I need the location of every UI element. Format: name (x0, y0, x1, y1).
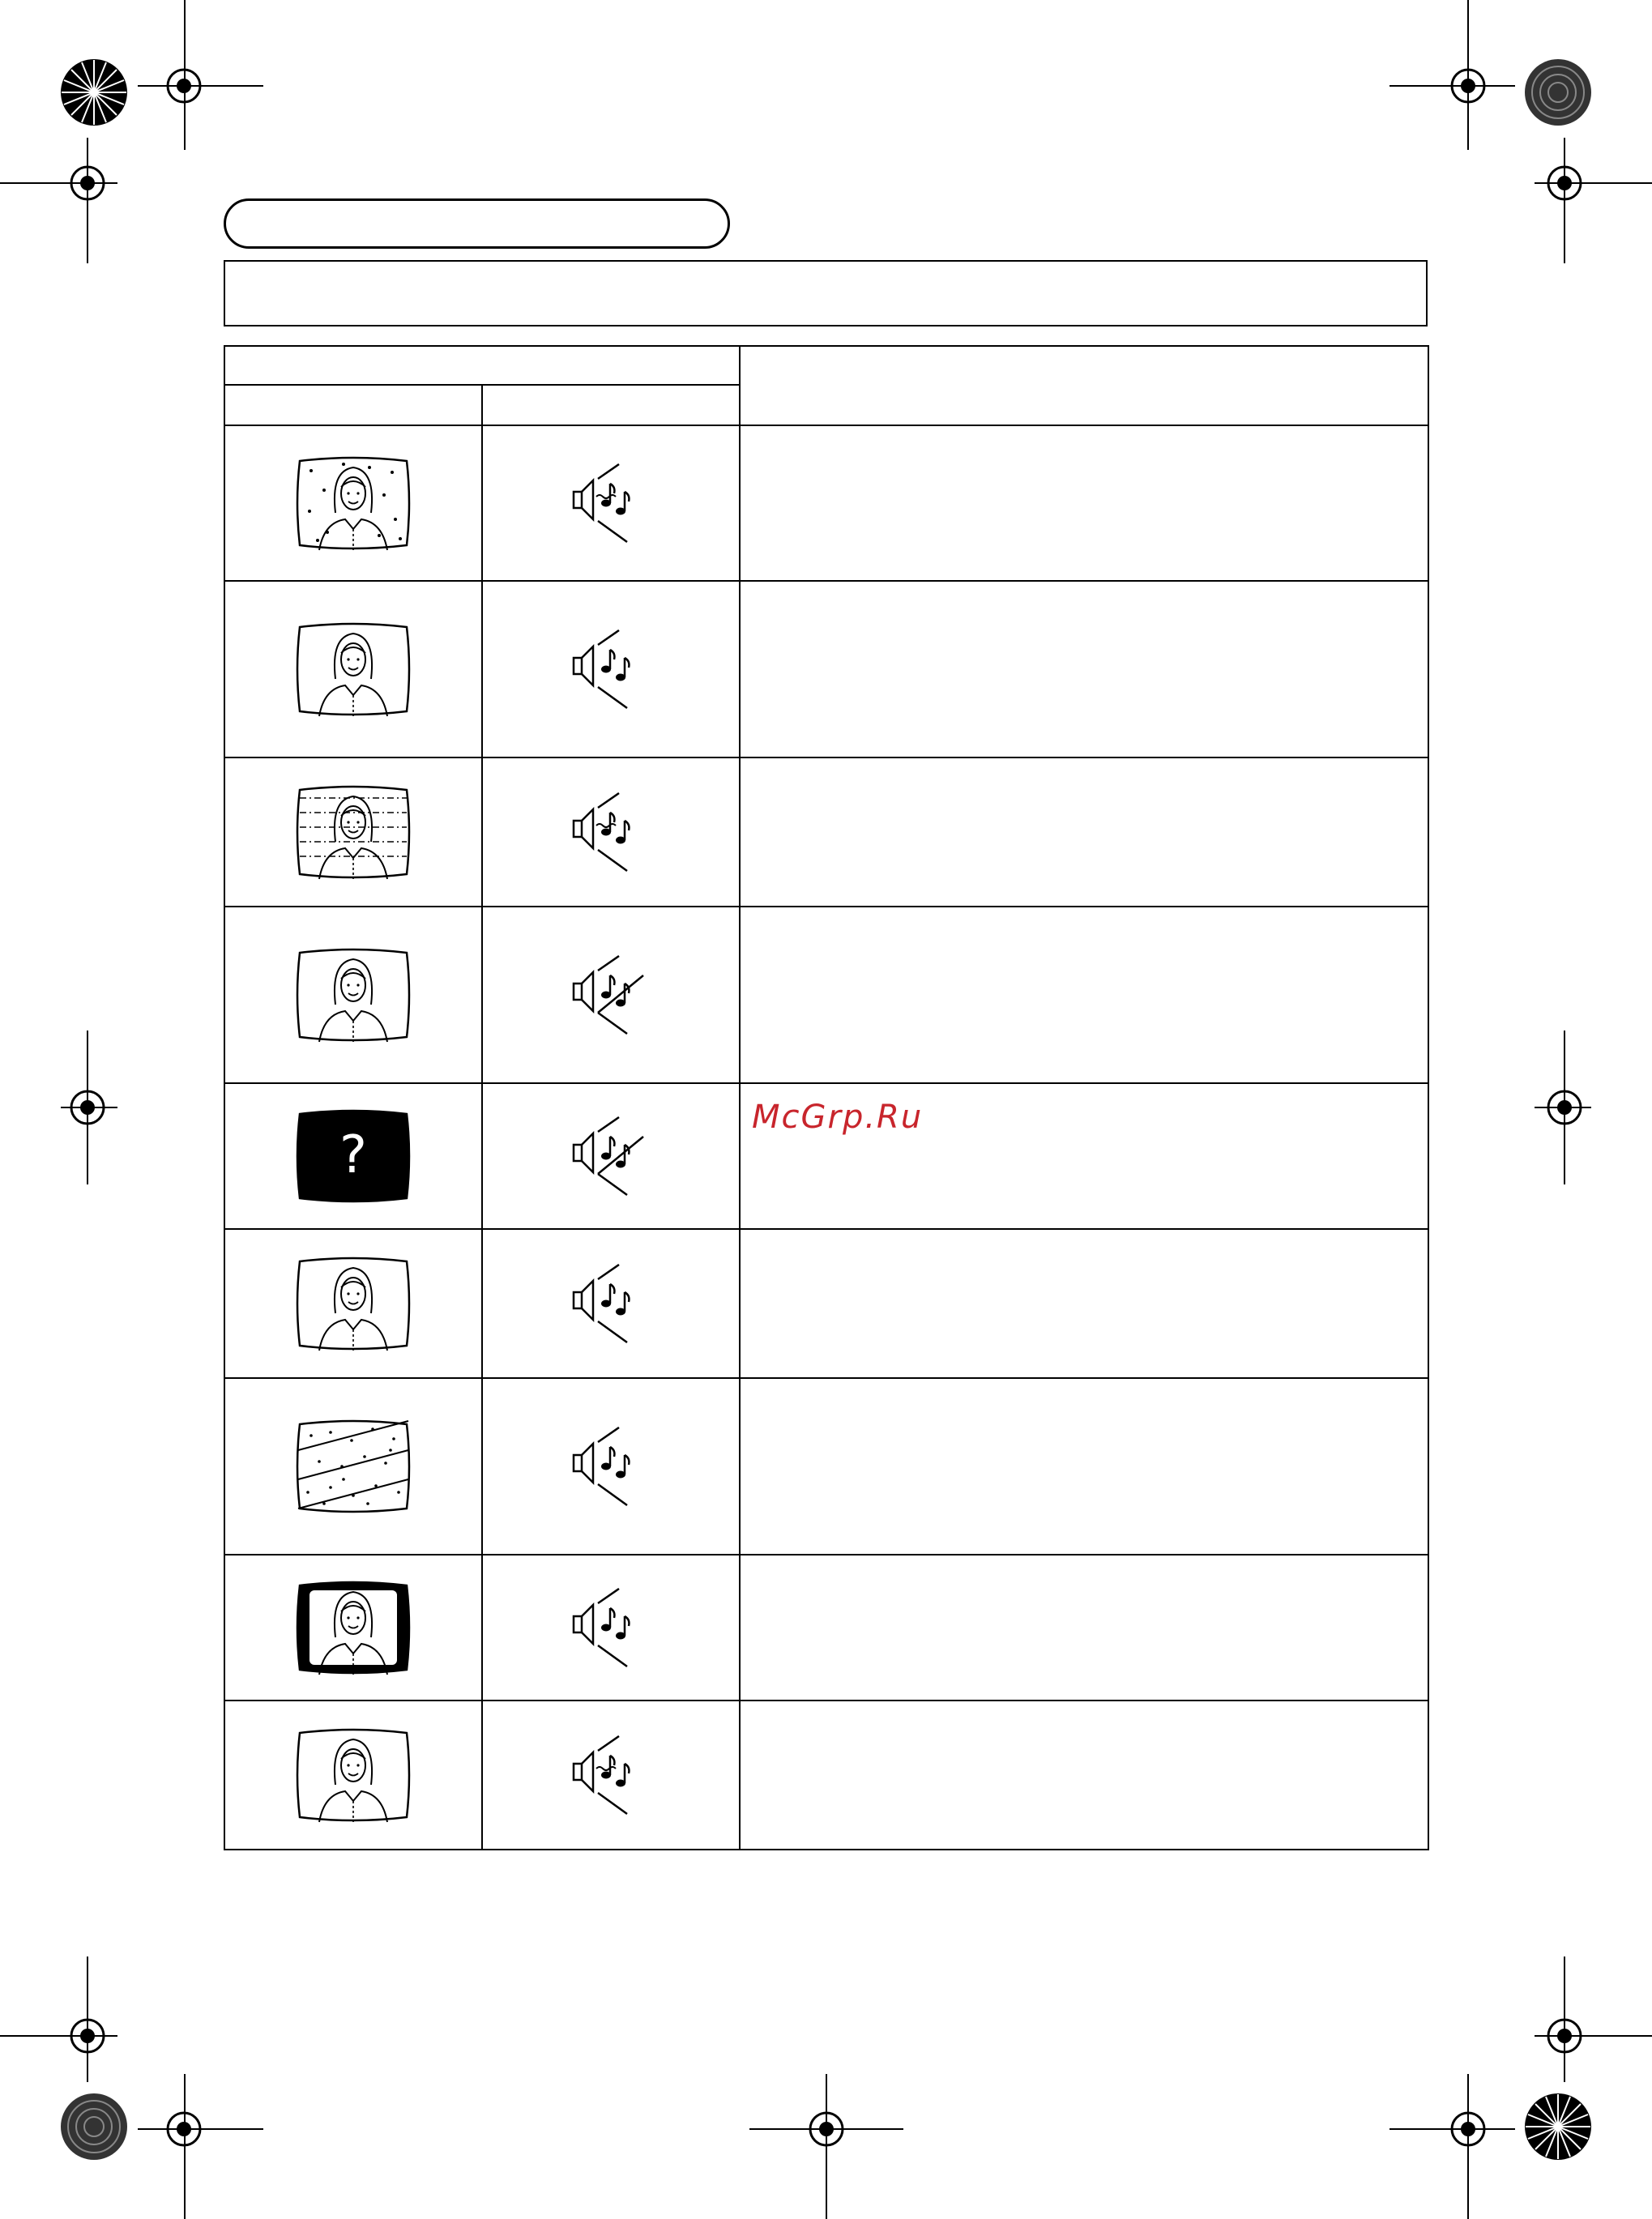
speaker-no-sound-icon (570, 954, 651, 1035)
intro-text-box (224, 260, 1428, 326)
tv-normal-picture-icon (295, 1255, 412, 1352)
picture-cell (224, 1701, 482, 1850)
concentric-registration-icon (1524, 58, 1592, 126)
speaker-normal-sound-icon (570, 1587, 651, 1668)
tv-lines-picture-icon (295, 783, 412, 881)
concentric-registration-icon (60, 2093, 128, 2161)
causes-cell (740, 581, 1428, 757)
causes-cell (740, 1229, 1428, 1378)
speaker-no-sound-icon (570, 1116, 651, 1197)
sunburst-registration-icon (60, 58, 128, 126)
speaker-normal-sound-icon (570, 1263, 651, 1344)
picture-cell (224, 907, 482, 1083)
troubleshooting-table (224, 345, 1429, 1850)
causes-cell (740, 1701, 1428, 1850)
speaker-noisy-sound-icon (570, 463, 651, 544)
tv-normal-picture-icon (295, 1726, 412, 1824)
tv-no-picture-icon (295, 1107, 412, 1205)
picture-header (224, 385, 482, 425)
crosshair-registration-icon (1445, 63, 1491, 109)
table-row (224, 757, 1428, 907)
sound-cell (482, 1378, 740, 1555)
crosshair-registration-icon (1542, 160, 1587, 206)
speaker-normal-sound-icon (570, 1426, 651, 1507)
symptoms-header (224, 346, 740, 385)
picture-cell (224, 1229, 482, 1378)
crosshair-registration-icon (65, 1085, 110, 1130)
causes-cell (740, 425, 1428, 581)
crosshair-registration-icon (65, 2013, 110, 2059)
sound-header (482, 385, 740, 425)
causes-cell (740, 1378, 1428, 1555)
sound-cell (482, 1701, 740, 1850)
causes-cell (740, 757, 1428, 907)
table-row (224, 581, 1428, 757)
crosshair-registration-icon (1445, 2106, 1491, 2152)
table-row (224, 1701, 1428, 1850)
speaker-normal-sound-icon (570, 629, 651, 710)
causes-cell (740, 1083, 1428, 1229)
causes-cell (740, 1555, 1428, 1701)
table-row (224, 1229, 1428, 1378)
sound-cell (482, 757, 740, 907)
tv-dark-frame-picture-icon (295, 1579, 412, 1676)
table-row (224, 1083, 1428, 1229)
section-title (224, 198, 730, 249)
sound-cell (482, 425, 740, 581)
tv-snow-picture-icon (295, 454, 412, 552)
crosshair-registration-icon (804, 2106, 849, 2152)
causes-cell (740, 907, 1428, 1083)
table-row (224, 425, 1428, 581)
sound-cell (482, 1229, 740, 1378)
picture-cell (224, 757, 482, 907)
watermark-text: McGrp.Ru (752, 1099, 924, 1136)
picture-cell (224, 1555, 482, 1701)
table-row (224, 1555, 1428, 1701)
sound-cell (482, 581, 740, 757)
picture-cell (224, 581, 482, 757)
tv-normal-picture-icon (295, 621, 412, 718)
crosshair-registration-icon (161, 2106, 207, 2152)
table-row (224, 1378, 1428, 1555)
crosshair-registration-icon (65, 160, 110, 206)
picture-cell (224, 425, 482, 581)
speaker-noisy-sound-icon (570, 1735, 651, 1816)
crosshair-registration-icon (1542, 2013, 1587, 2059)
sound-cell (482, 1083, 740, 1229)
sound-cell (482, 907, 740, 1083)
picture-cell (224, 1083, 482, 1229)
sound-cell (482, 1555, 740, 1701)
crosshair-registration-icon (161, 63, 207, 109)
crosshair-registration-icon (1542, 1085, 1587, 1130)
picture-cell (224, 1378, 482, 1555)
causes-header (740, 346, 1428, 425)
tv-interference-picture-icon (295, 1418, 412, 1515)
tv-normal-picture-icon (295, 946, 412, 1043)
table-row (224, 907, 1428, 1083)
speaker-noisy-sound-icon (570, 792, 651, 873)
sunburst-registration-icon (1524, 2093, 1592, 2161)
question-mark-glyph: ? (339, 1125, 367, 1185)
